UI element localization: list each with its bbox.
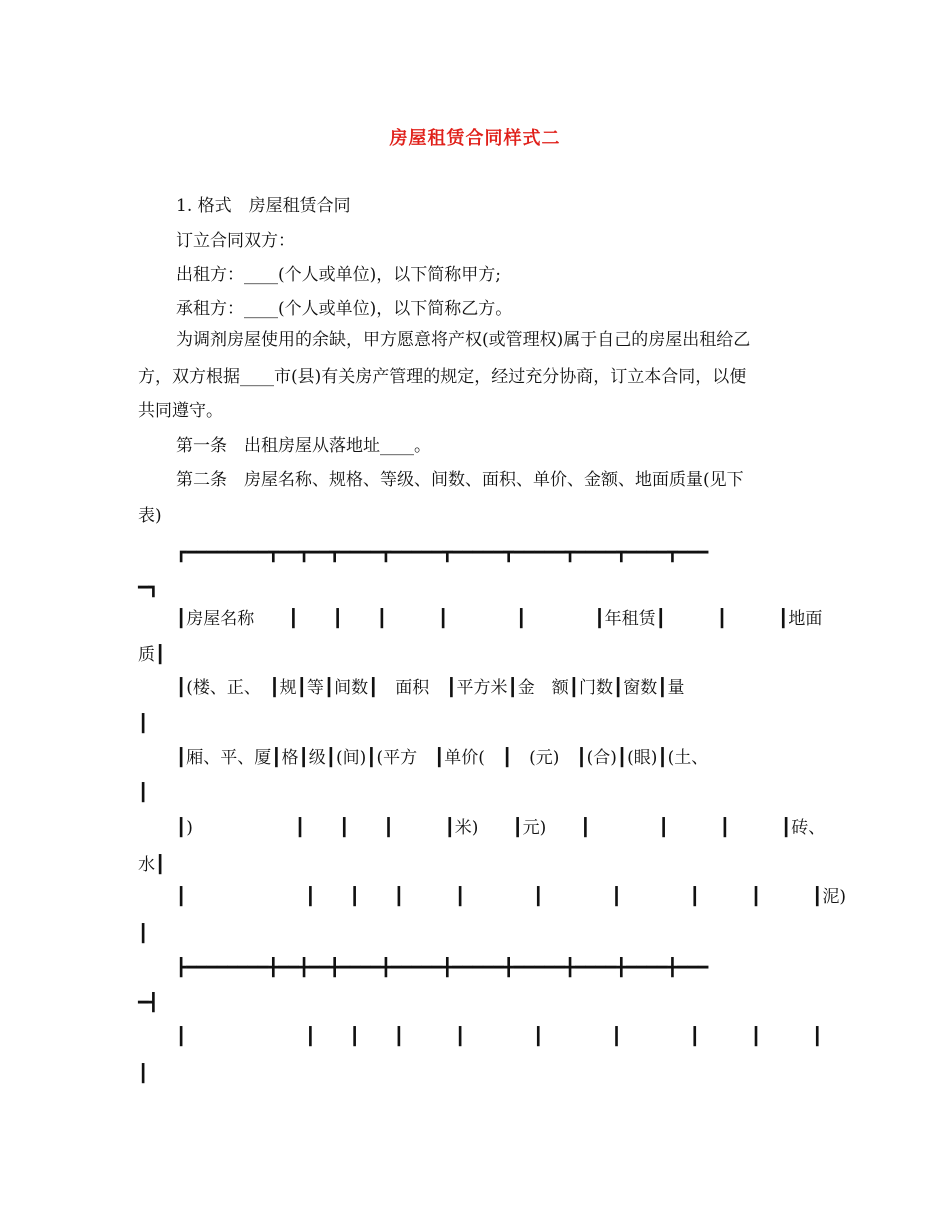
table-top-border-wrap: ━┓ [138, 578, 159, 598]
table-header-row-4-wrap: 水┃ [138, 855, 166, 875]
format-heading: 1. 格式 房屋租赁合同 [176, 196, 351, 216]
article-2-cont: 表) [138, 506, 162, 526]
table-header-row-2-wrap: ┃ [138, 714, 149, 734]
article-2: 第二条 房屋名称、规格、等级、间数、面积、单价、金额、地面质量(见下 [176, 470, 744, 490]
table-top-border: ┏━━━━━━━━┳━━┳━━┳━━━━┳━━━━━┳━━━━━┳━━━━━┳━━━━┳━━━━┳━━━ [176, 543, 709, 563]
table-header-row-3: ┃厢、平、厦┃格┃级┃(间)┃(平方 ┃单价( ┃ (元) ┃(合)┃(眼)┃(土、 [176, 748, 709, 768]
table-body-row: ┃ ┃ ┃ ┃ ┃ ┃ ┃ ┃ ┃ ┃ [176, 1027, 823, 1047]
table-body-row-wrap: ┃ [138, 1064, 149, 1084]
parties-heading: 订立合同双方： [176, 231, 295, 251]
table-header-row-3-wrap: ┃ [138, 783, 149, 803]
document-title: 房屋租赁合同样式二 [389, 128, 561, 149]
preamble-line-3: 共同遵守。 [138, 401, 223, 421]
table-header-row-4: ┃) ┃ ┃ ┃ ┃米) ┃元) ┃ ┃ ┃ ┃砖、 [176, 818, 826, 838]
lessee-line: 承租方：____(个人或单位)，以下简称乙方。 [176, 299, 513, 319]
table-mid-border-wrap: ━┫ [138, 993, 159, 1013]
table-header-row-2: ┃(楼、正、 ┃规┃等┃间数┃ 面积 ┃平方米┃金 额┃门数┃窗数┃量 [176, 678, 685, 698]
table-mid-border: ┣━━━━━━━━╋━━╋━━╋━━━━╋━━━━━╋━━━━━╋━━━━━╋━━━━╋━━━━╋━━━ [176, 958, 709, 978]
preamble-line-2: 方，双方根据____市(县)有关房产管理的规定，经过充分协商，订立本合同，以便 [138, 367, 747, 387]
table-header-row-1-wrap: 质┃ [138, 645, 166, 665]
table-header-row-5-wrap: ┃ [138, 924, 149, 944]
preamble-line-1: 为调剂房屋使用的余缺，甲方愿意将产权(或管理权)属于自己的房屋出租给乙 [176, 330, 751, 350]
table-header-row-1: ┃房屋名称 ┃ ┃ ┃ ┃ ┃ ┃年租赁┃ ┃ ┃地面 [176, 609, 823, 629]
table-header-row-5: ┃ ┃ ┃ ┃ ┃ ┃ ┃ ┃ ┃ ┃泥) [176, 887, 846, 907]
article-1: 第一条 出租房屋从落地址____。 [176, 436, 431, 456]
lessor-line: 出租方：____(个人或单位)，以下简称甲方; [176, 265, 501, 285]
